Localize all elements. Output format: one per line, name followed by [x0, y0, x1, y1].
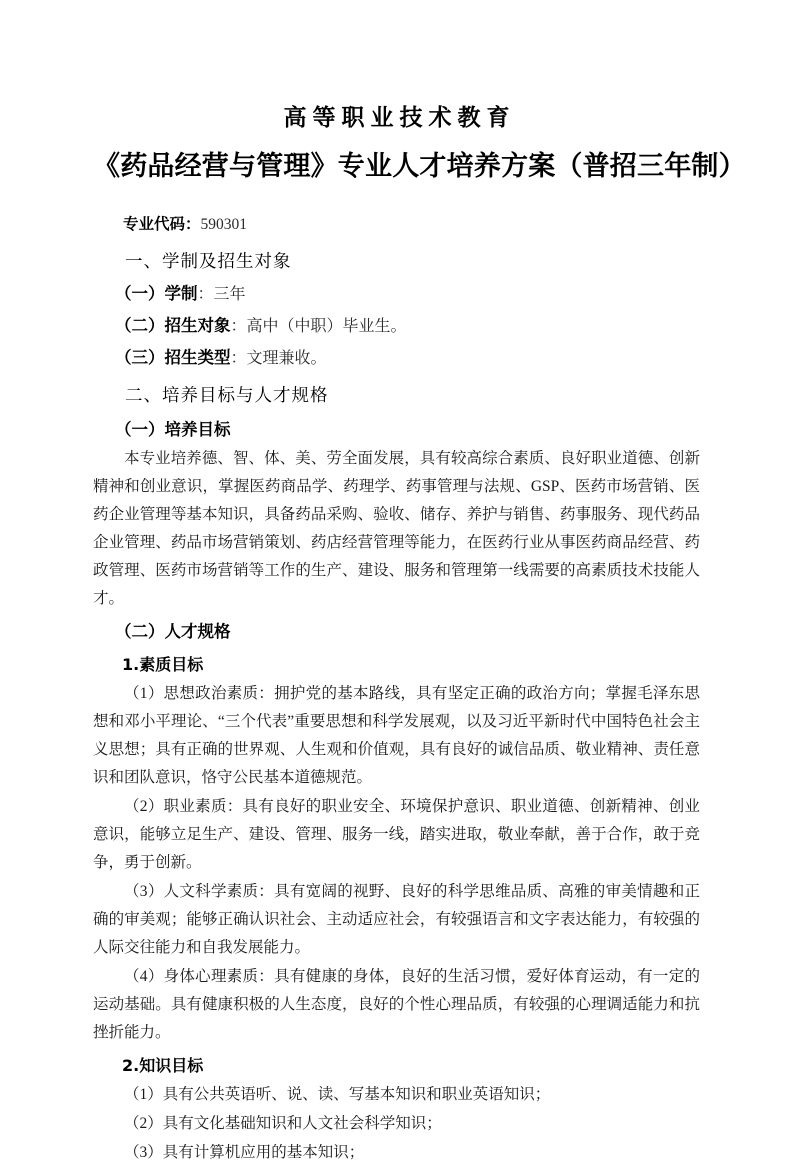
list-item: （2）职业素质：具有良好的职业安全、环境保护意识、职业道德、创新精神、创业意识，能够立足生产、建设、管理、服务一线，踏实进取，敬业奉献，善于合作，敢于竞争，勇于创新。 — [93, 797, 700, 871]
list-item: （1）具有公共英语听、说、读、写基本知识和职业英语知识； — [124, 1085, 551, 1103]
list-item: （2）具有文化基础知识和人文社会科学知识； — [124, 1114, 442, 1132]
section-1-item-2 — [93, 341, 700, 373]
section-1-item-1-value: 高中（中职）毕业生。 — [246, 317, 407, 335]
page-title-subtitle: 《药品经营与管理》专业人才培养方案（普招三年制） — [93, 150, 746, 181]
list-item: （1）思想政治素质：拥护党的基本路线，具有坚定正确的政治方向；掌握毛泽东思想和邓小平理论、“三个代表”重要思想和科学发展观，以及习近平新时代中国特色社会主义思想；具有正确的世界观、人生观和价值观，具有良好的诚信品质、敬业精神、责任意识和团队意识，恪守公民基本道德规范。 — [93, 684, 700, 786]
section-1-item-0-sep: ： — [197, 285, 214, 303]
section-1-item-1-sep: ： — [230, 317, 247, 335]
section-1-item-0-value: 三年 — [213, 285, 246, 303]
section-1-item-0-label: （一）学制 — [115, 283, 198, 303]
subsection-heading-talent-spec: （二）人才规格 — [115, 621, 231, 641]
section-1-item-0 — [93, 277, 700, 309]
training-objective-paragraph: 本专业培养德、智、体、美、劳全面发展，具有较高综合素质、良好职业道德、创新精神和创业意识，掌握医药商品学、药理学、药事管理与法规、GSP、医药市场营销、医药企业管理等基本知识，具备药品采购、验收、储存、养护与销售、药事服务、现代药品企业管理、药品市场营销策划、药店经营管理等能力，在医药行业从事医药商品经营、药政管理、医药市场营销等工作的生产、建设、服务和管理第一线需要的高素质技术技能人才。 — [93, 449, 700, 607]
section-heading-1: 一、学制及招生对象 — [125, 251, 292, 272]
major-code-line — [93, 184, 700, 239]
group-heading-quality-objectives: 1.素质目标 — [122, 654, 204, 674]
page-title-main: 高等职业技术教育 — [283, 105, 516, 131]
section-1-item-2-value: 文理兼收。 — [246, 349, 327, 367]
section-1-item-1 — [93, 309, 700, 341]
list-item: （4）身体心理素质：具有健康的身体，良好的生活习惯，爱好体育运动，有一定的运动基础。具有健康积极的人生态度，良好的个性心理品质，有较强的心理调适能力和抗挫折能力。 — [93, 967, 700, 1041]
document-content — [93, 0, 746, 1173]
section-1-item-2-label: （三）招生类型 — [115, 347, 231, 367]
bottom-spacer — [93, 1167, 700, 1173]
section-1-item-2-sep: ： — [230, 349, 247, 367]
list-item: （3）人文科学素质：具有宽阔的视野、良好的科学思维品质、高雅的审美情趣和正确的审美观；能够正确认识社会、主动适应社会，有较强语言和文字表达能力，有较强的人际交往能力和自我发展能力。 — [93, 882, 700, 956]
group-heading-knowledge-objectives: 2.知识目标 — [122, 1055, 204, 1075]
list-item: （3）具有计算机应用的基本知识； — [124, 1143, 365, 1161]
section-heading-2: 二、培养目标与人才规格 — [125, 385, 329, 406]
section-1-item-1-label: （二）招生对象 — [115, 315, 231, 335]
major-code-value: 590301 — [200, 215, 248, 233]
major-code-label: 专业代码： — [123, 214, 201, 233]
subsection-heading-training-objective: （一）培养目标 — [115, 419, 231, 439]
